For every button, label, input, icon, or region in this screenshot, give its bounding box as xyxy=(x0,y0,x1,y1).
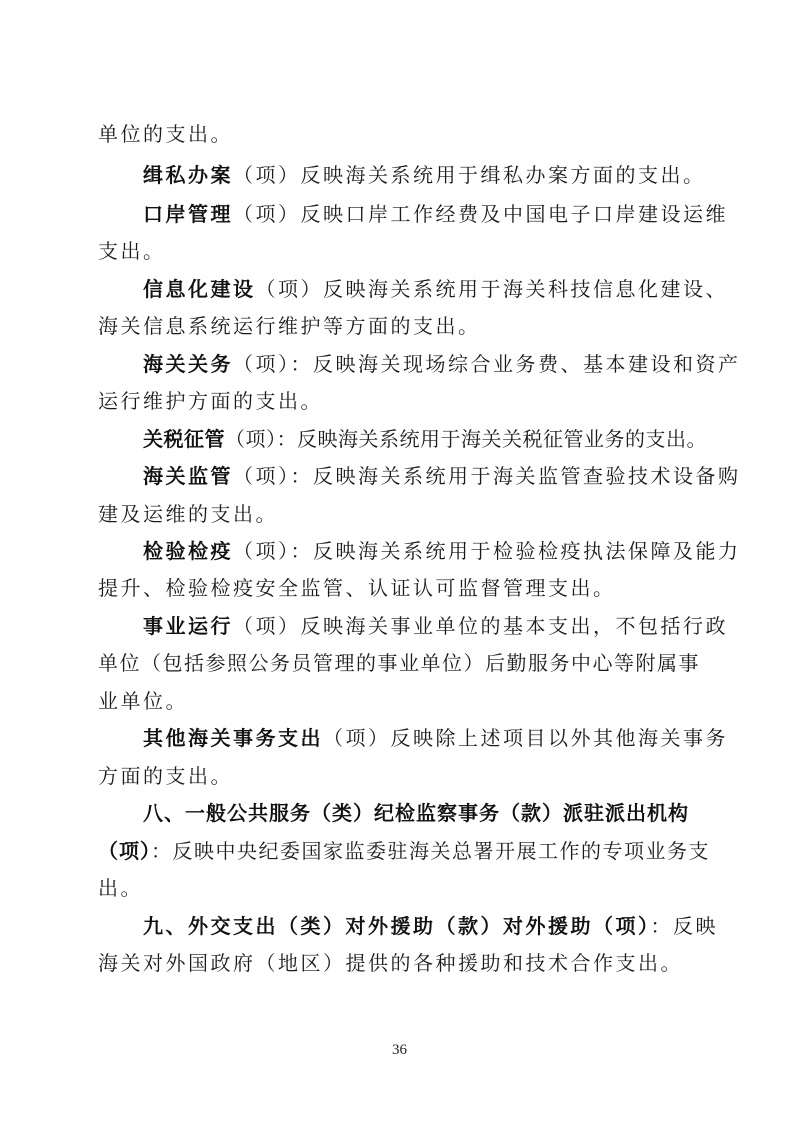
text-line xyxy=(0,756,799,796)
text-line xyxy=(0,456,799,496)
line-text: （项）：反映海关系统用于海关监管查验技术设备购 xyxy=(233,464,741,488)
bold-term: 海关关务 xyxy=(143,352,233,376)
text-line xyxy=(0,531,799,571)
line-text: 方面的支出。 xyxy=(98,764,233,788)
text-line xyxy=(0,793,799,833)
text-line xyxy=(0,681,799,721)
bold-term: 信息化建设 xyxy=(143,277,256,301)
bold-term: 其他海关事务支出 xyxy=(143,726,323,750)
text-line xyxy=(0,194,799,234)
line-text: 单位（包括参照公务员管理的事业单位）后勤服务中心等附属事 xyxy=(98,651,700,675)
bold-term: 事业运行 xyxy=(143,614,233,638)
text-line xyxy=(0,943,799,983)
line-text: 业单位。 xyxy=(98,689,188,713)
line-text: （项）：反映海关现场综合业务费、基本建设和资产 xyxy=(233,352,741,376)
line-text: ：反映 xyxy=(650,914,718,938)
bold-term: 八、一般公共服务（类）纪检监察事务（款）派驻派出机构 xyxy=(143,801,689,825)
bold-term: 海关监管 xyxy=(143,464,233,488)
line-text: 出。 xyxy=(98,876,143,900)
line-text: 支出。 xyxy=(98,239,166,263)
page-number: 36 xyxy=(392,1042,407,1058)
text-line xyxy=(0,568,799,608)
line-text: 海关对外国政府（地区）提供的各种援助和技术合作支出。 xyxy=(98,951,683,975)
line-text: （项）反映口岸工作经费及中国电子口岸建设运维 xyxy=(233,202,728,226)
line-text: 建及运维的支出。 xyxy=(98,502,278,526)
text-line xyxy=(0,494,799,534)
text-line xyxy=(0,306,799,346)
bold-term: 缉私办案 xyxy=(143,163,233,187)
line-text: 提升、检验检疫安全监管、认证认可监督管理支出。 xyxy=(98,576,616,600)
bold-term: 检验检疫 xyxy=(143,539,233,563)
line-text: （项）反映除上述项目以外其他海关事务 xyxy=(323,726,728,750)
line-text: 运行维护方面的支出。 xyxy=(98,389,323,413)
text-line xyxy=(0,344,799,384)
text-line xyxy=(0,155,799,195)
text-line xyxy=(0,231,799,271)
text-line xyxy=(0,269,799,309)
text-line xyxy=(0,643,799,683)
text-line xyxy=(0,831,799,871)
text-line xyxy=(0,906,799,946)
text-line xyxy=(0,419,799,459)
bold-term: （项） xyxy=(98,839,151,863)
text-line xyxy=(0,868,799,908)
line-text: 单位的支出。 xyxy=(98,122,233,146)
line-text: （项）：反映海关系统用于检验检疫执法保障及能力 xyxy=(233,539,741,563)
bold-term: 关税征管 xyxy=(143,427,225,451)
text-line xyxy=(0,606,799,646)
bold-term: 口岸管理 xyxy=(143,202,233,226)
line-text: （项）反映海关系统用于缉私办案方面的支出。 xyxy=(233,163,706,187)
text-line xyxy=(0,114,799,154)
line-text: （项）：反映海关系统用于海关关税征管业务的支出。 xyxy=(225,427,707,451)
line-text: 海关信息系统运行维护等方面的支出。 xyxy=(98,314,481,338)
line-text: ：反映中央纪委国家监委驻海关总署开展工作的专项业务支 xyxy=(151,839,710,863)
text-line xyxy=(0,381,799,421)
line-text: （项）反映海关系统用于海关科技信息化建设、 xyxy=(255,277,728,301)
line-text: （项）反映海关事业单位的基本支出，不包括行政 xyxy=(233,614,728,638)
text-line xyxy=(0,718,799,758)
bold-term: 九、外交支出（类）对外援助（款）对外援助（项） xyxy=(143,914,651,938)
